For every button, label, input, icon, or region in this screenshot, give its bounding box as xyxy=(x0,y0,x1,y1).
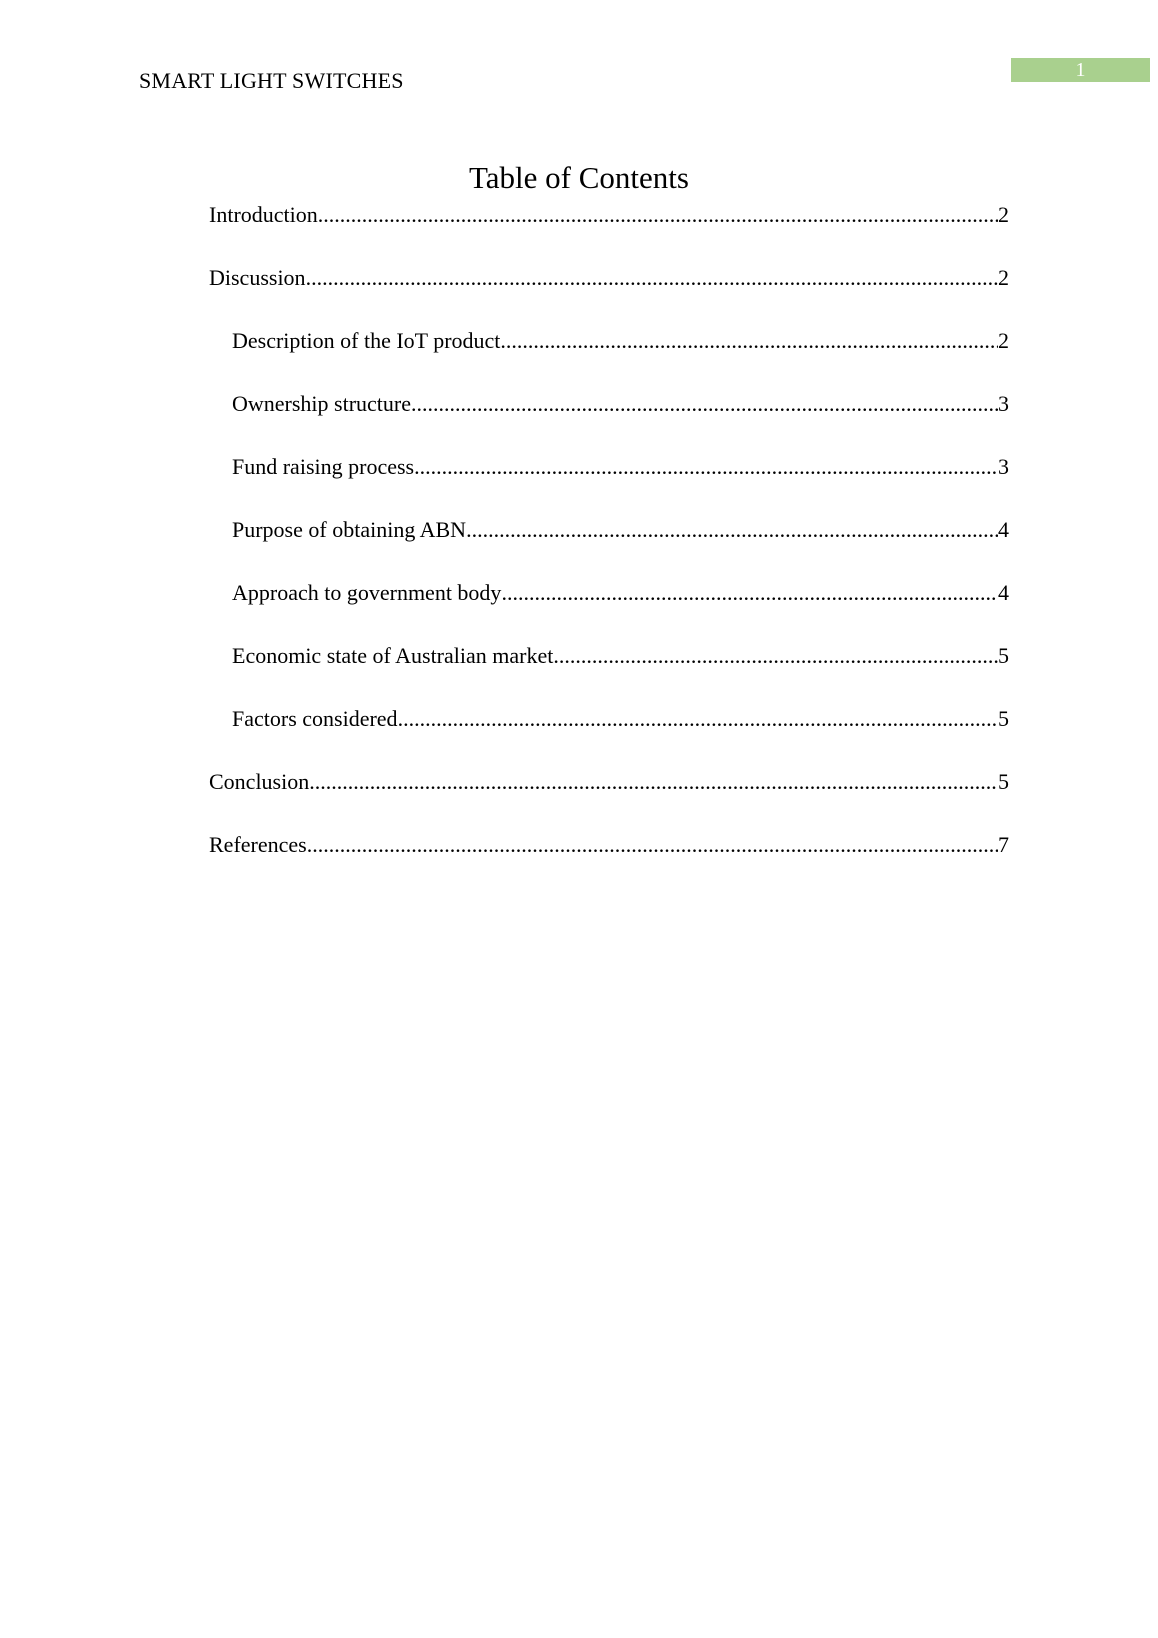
toc-entry-page: 5 xyxy=(998,643,1009,668)
toc-leader-dots xyxy=(501,573,998,613)
toc-entry-page: 2 xyxy=(998,265,1009,290)
toc-entry-label: Discussion xyxy=(209,265,306,290)
toc-entry-page: 7 xyxy=(998,832,1009,857)
toc-entry-references[interactable] xyxy=(209,825,1009,888)
toc-leader-dots xyxy=(398,699,998,739)
toc-list xyxy=(209,195,1009,888)
toc-entry-label: Factors considered xyxy=(232,706,398,731)
toc-entry-factors-considered[interactable] xyxy=(209,699,1009,762)
toc-entry-conclusion[interactable] xyxy=(209,762,1009,825)
toc-leader-dots xyxy=(553,636,998,676)
toc-entry-label: References xyxy=(209,832,307,857)
toc-entry-page: 4 xyxy=(998,517,1009,542)
toc-entry-purpose-of-obtaining-abn[interactable] xyxy=(209,510,1009,573)
toc-entry-page: 4 xyxy=(998,580,1009,605)
toc-entry-approach-to-government-body[interactable] xyxy=(209,573,1009,636)
toc-leader-dots xyxy=(309,762,998,802)
toc-entry-ownership-structure[interactable] xyxy=(209,384,1009,447)
toc-leader-dots xyxy=(318,195,998,235)
toc-entry-introduction[interactable] xyxy=(209,195,1009,258)
toc-entry-label: Description of the IoT product xyxy=(232,328,501,353)
toc-leader-dots xyxy=(414,447,998,487)
toc-entry-label: Economic state of Australian market xyxy=(232,643,554,668)
toc-entry-page: 5 xyxy=(998,706,1009,731)
toc-entry-page: 2 xyxy=(998,202,1009,227)
toc-entry-label: Introduction xyxy=(209,202,318,227)
toc-entry-page: 3 xyxy=(998,391,1009,416)
toc-title: Table of Contents xyxy=(469,160,689,195)
toc-entry-page: 3 xyxy=(998,454,1009,479)
toc-entry-page: 5 xyxy=(998,769,1009,794)
toc-leader-dots xyxy=(307,825,998,865)
toc-leader-dots xyxy=(306,258,998,298)
toc-entry-description-of-iot-product[interactable] xyxy=(209,321,1009,384)
toc-entry-label: Approach to government body xyxy=(232,580,502,605)
toc-entry-label: Purpose of obtaining ABN xyxy=(232,517,467,542)
toc-leader-dots xyxy=(466,510,998,550)
toc-entry-label: Fund raising process xyxy=(232,454,415,479)
toc-entry-economic-state-of-australian-market[interactable] xyxy=(209,636,1009,699)
running-head: SMART LIGHT SWITCHES xyxy=(139,68,404,93)
toc-leader-dots xyxy=(500,321,998,361)
toc-entry-page: 2 xyxy=(998,328,1009,353)
toc-entry-discussion[interactable] xyxy=(209,258,1009,321)
toc-leader-dots xyxy=(411,384,998,424)
toc-entry-fund-raising-process[interactable] xyxy=(209,447,1009,510)
toc-entry-label: Ownership structure xyxy=(232,391,412,416)
page-number-badge: 1 xyxy=(1011,58,1150,82)
toc-entry-label: Conclusion xyxy=(209,769,310,794)
